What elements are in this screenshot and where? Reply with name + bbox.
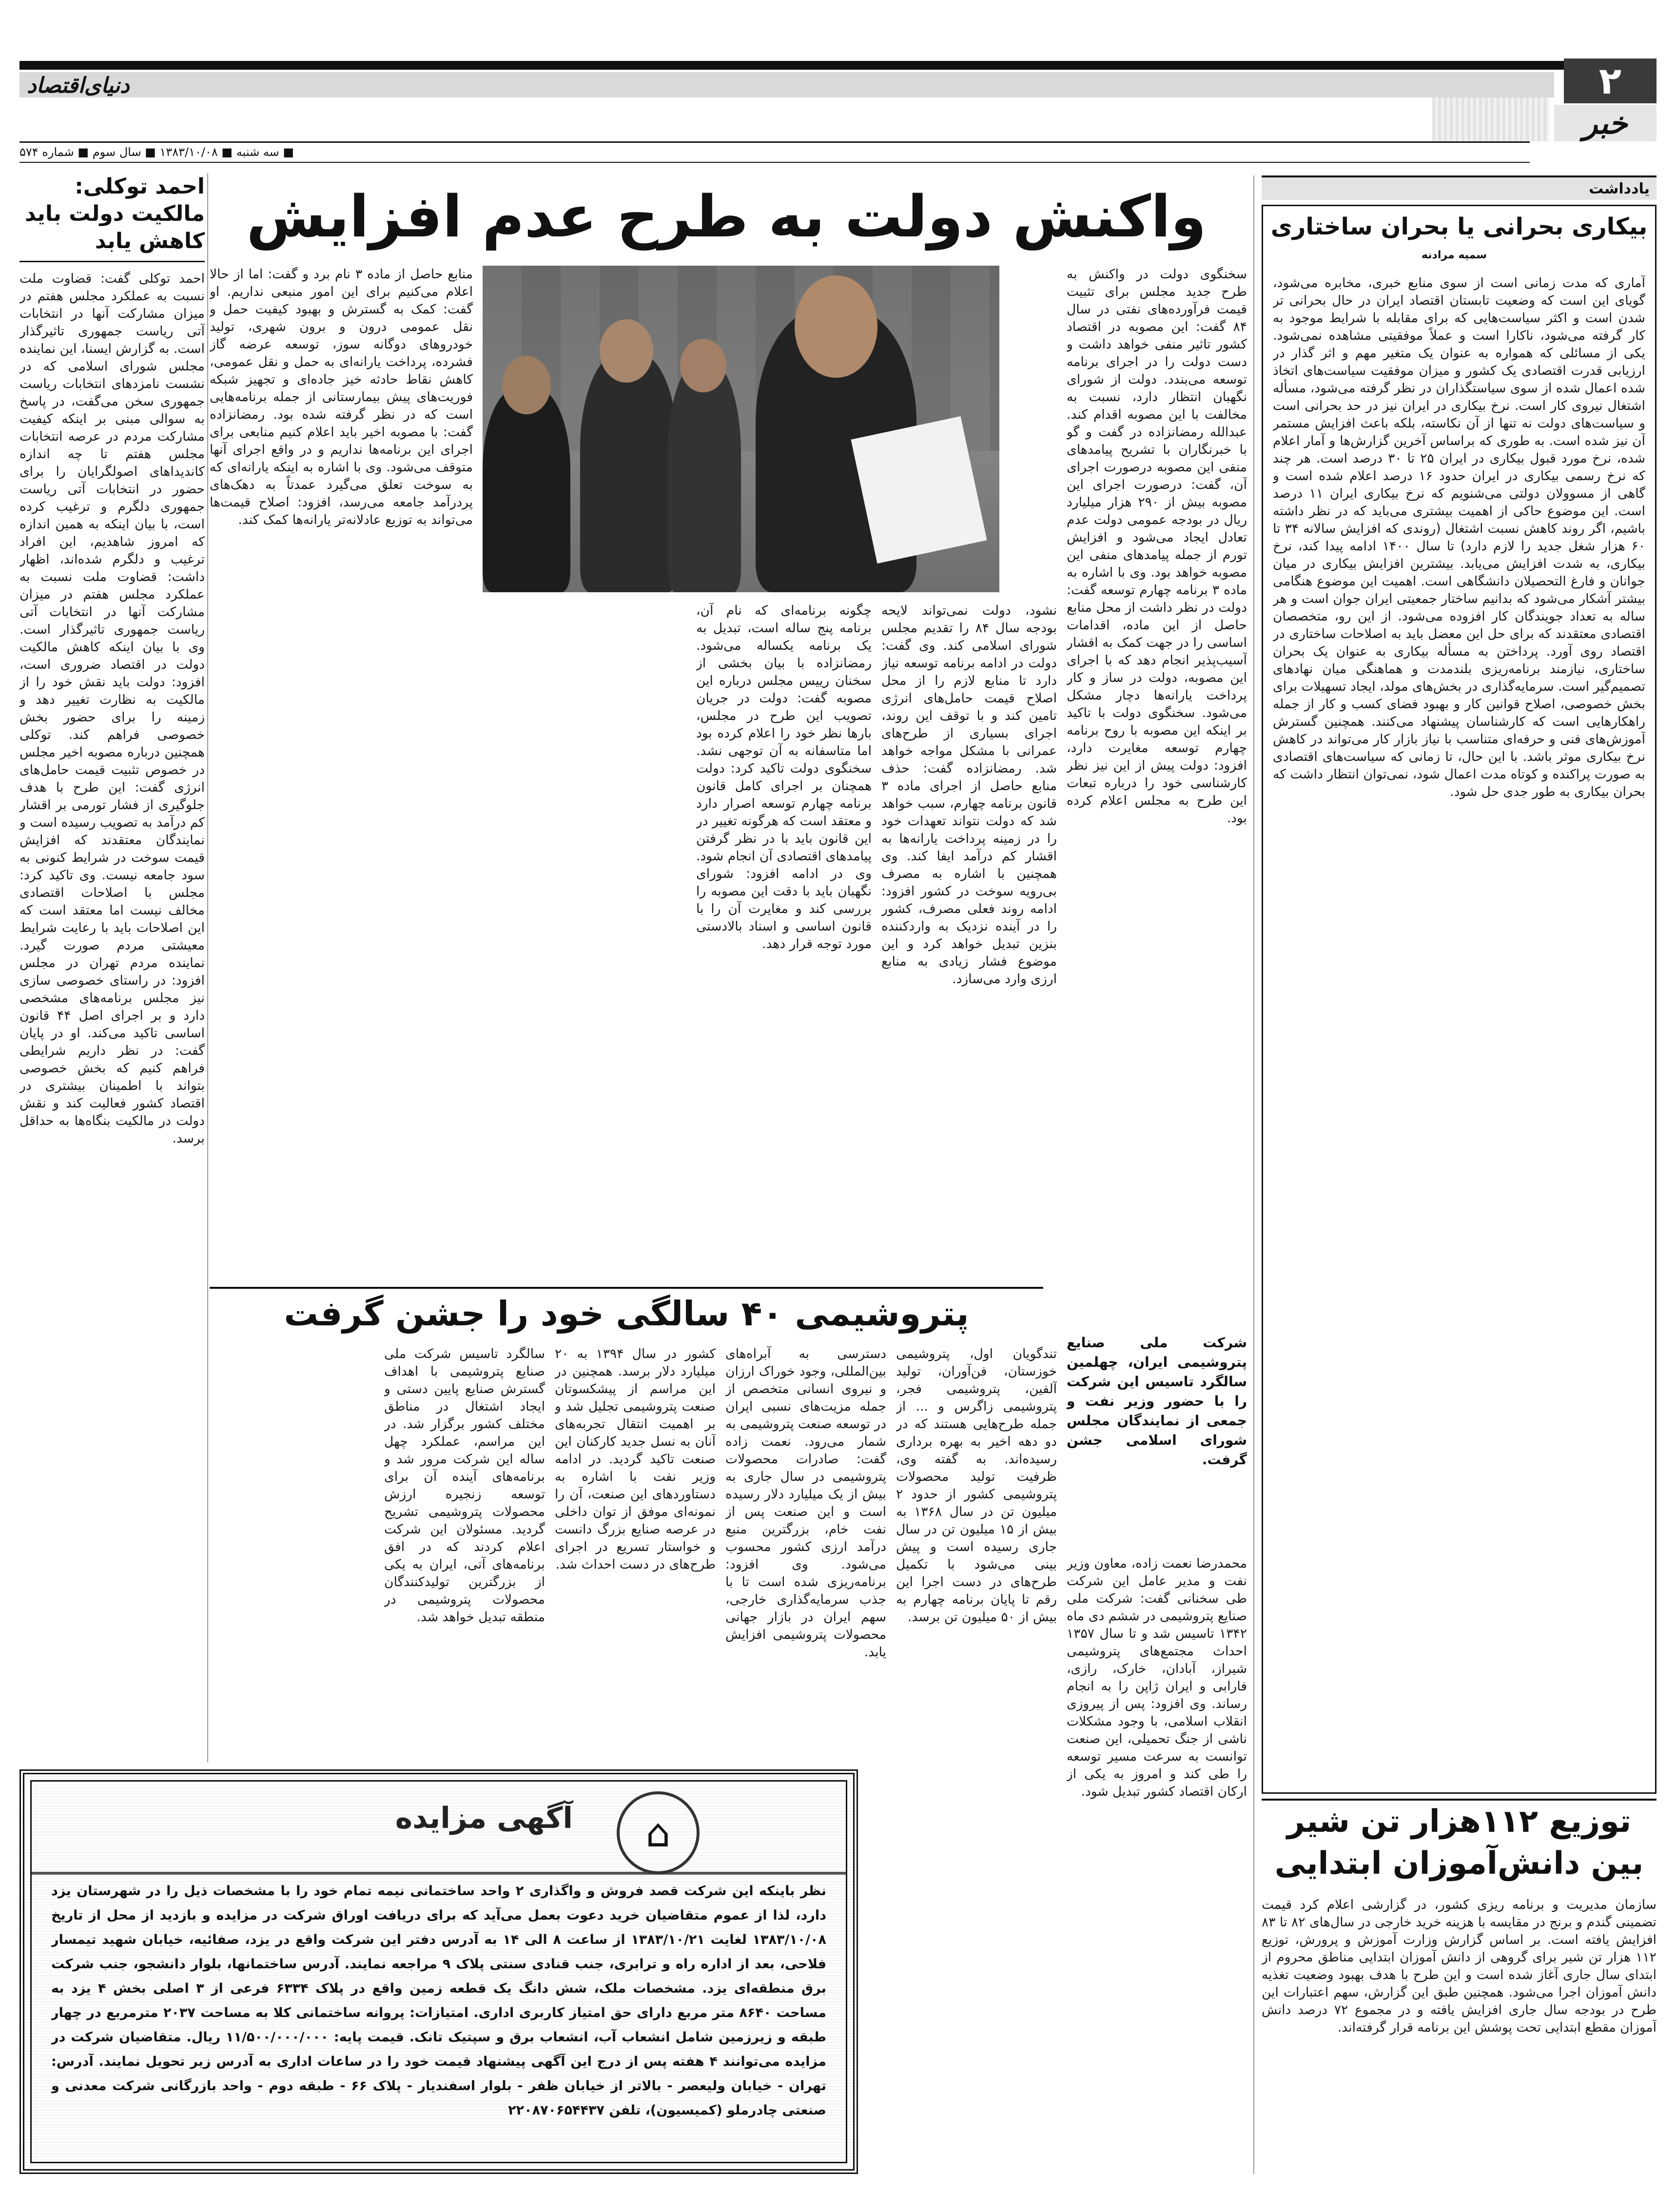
petrochemical-col5: سالگرد تاسیس شرکت ملی صنایع پتروشیمی با اهداف گسترش صنایع پایین دستی و ایجاد اشتغال در مناطق مختلف کشور برگزار شد. در این مراسم، عملکرد چهل ساله این شرکت مرور شد و برنامه‌های آینده آن برای توسعه زنجیره ارزش محصولات پتروشیمی تشریح گردید. مسئولان این شرکت اعلام کردند که در افق برنامه‌های آتی، ایران به یکی از بزرگترین تولیدکنندگان محصولات پتروشیمی در منطقه تبدیل خواهد شد.	[384, 1346, 545, 1625]
globe-graphic	[1432, 97, 1549, 141]
main-story-col4: منابع حاصل از ماده ۳ نام برد و گفت: اما از حالا اعلام می‌کنیم برای این امور منبعی نداریم. او گفت: کمک به گسترش و بهبود کیفیت حمل و نقل عمومی درون و برون شهری، تولید خودروهای دوگانه سوز، توسعه عرضه گاز فشرده، پرداخت یارانه‌ای به حمل و نقل عمومی، کاهش نقاط حادثه خیز جاده‌ای و تجهیز شبکه فوریت‌های پیش بیمارستانی از جمله برنامه‌هایی است که در نظر گرفته شده بود. رمضانزاده گفت: با مصوبه اخیر باید اعلام کنیم منابعی برای اجرای این برنامه‌ها نداریم و در واقع اجرای آنها متوقف می‌شود. وی با اشاره به اینکه یارانه‌ای که به سوخت تعلق می‌گیرد عمدتاً به دهک‌های پردرآمد جامعه می‌رسد، افزود: اصلاح قیمت‌ها می‌تواند به توزیع عادلانه‌تر یارانه‌ها کمک کند.	[210, 267, 473, 527]
milk-story-body: سازمان مدیریت و برنامه ریزی کشور، در گزارشی اعلام کرد قیمت تضمینی گندم و برنج در مقایسه با هزینه خرید خارجی در سال‌های ۸۲ تا ۸۳ افزایش یافته است. بر اساس گزارش وزارت آموزش و پرورش، توزیع ۱۱۲ هزار تن شیر برای گروهی از دانش آموزان ابتدایی مناطق محروم از ابتدای سال جاری آغاز شده است و این طرح با هدف بهبود وضعیت تغذیه دانش آموزان اجرا می‌شود. همچنین طبق این گزارش، سهم اعتبارات این طرح در بودجه سال جاری افزایش یافته و در مجموع ۷۲ درصد دانش آموزان مقطع ابتدایی تحت پوشش این برنامه قرار گرفته‌اند.	[1262, 1897, 1657, 2035]
auction-ad	[19, 1769, 858, 2174]
news-photo	[483, 266, 999, 592]
main-story-col2: نشود، دولت نمی‌تواند لایحه بودجه سال ۸۴ را تقدیم مجلس شورای اسلامی کند. وی گفت: دولت در ادامه برنامه توسعه نیاز دارد تا منابع لازم را از محل اصلاح قیمت حامل‌های انرژی تامین کند و با توقف این روند، اجرای بسیاری از طرح‌های عمرانی با مشکل مواجه خواهد شد. رمضانزاده گفت: حذف منابع حاصل از اجرای ماده ۳ قانون برنامه چهارم، سبب خواهد شد که دولت نتواند تعهدات خود را در زمینه پرداخت یارانه‌ها به اقشار کم درآمد ایفا کند. وی همچنین با اشاره به مصرف بی‌رویه سوخت در کشور افزود: ادامه روند فعلی مصرف، کشور را در آینده نزدیک به واردکننده بنزین تبدیل خواهد کرد و این موضوع فشار زیادی به منابع ارزی وارد می‌سازد.	[881, 603, 1057, 987]
petrochemical-col2: تندگویان اول، پتروشیمی خوزستان، فن‌آوران، تولید آلفین، پتروشیمی فجر، پتروشیمی زاگرس و ... از جمله طرح‌هایی هستند که در دو دهه اخیر به بهره برداری رسیده‌اند. به گفته وی، ظرفیت تولید محصولات پتروشیمی کشور از حدود ۲ میلیون تن در سال ۱۳۶۸ به بیش از ۱۵ میلیون تن در سال جاری رسیده است و پیش بینی می‌شود با تکمیل طرح‌های در دست اجرا این رقم تا پایان برنامه چهارم به بیش از ۵۰ میلیون تن برسد.	[896, 1346, 1057, 1625]
photo-person-2	[580, 353, 678, 592]
page-number: ۲	[1564, 58, 1657, 103]
petrochemical-lead: شرکت ملی صنایع پتروشیمی ایران، چهلمین سالگرد تاسیس این شرکت را با حضور وزیر نفت و جمعی از نمایندگان مجلس شورای اسلامی جشن گرفت.	[1067, 1335, 1247, 1468]
left-sidebar	[19, 173, 205, 1806]
petrochemical-col4: کشور در سال ۱۳۹۴ به ۲۰ میلیارد دلار برسد. همچنین در این مراسم از پیشکسوتان صنعت پتروشیمی تجلیل شد و بر اهمیت انتقال تجربه‌های آنان به نسل جدید کارکنان این صنعت تاکید گردید. در ادامه وزیر نفت با اشاره به دستاوردهای این صنعت، آن را نمونه‌ای موفق از توان داخلی در عرصه صنایع بزرگ دانست و خواستار تسریع در اجرای طرح‌های در دست احداث شد.	[555, 1346, 716, 1572]
editorial-column	[1262, 175, 1657, 1794]
photo-person-main-head	[795, 275, 877, 378]
column-divider	[1253, 175, 1254, 2174]
brand-logo: دنیای‌اقتصاد	[27, 73, 130, 98]
petrochemical-col1: محمدرضا نعمت زاده، معاون وزیر نفت و مدیر عامل این شرکت طی سخنانی گفت: شرکت ملی صنایع پتروشیمی در ششم دی ماه ۱۳۴۲ تاسیس شد و تا سال ۱۳۵۷ احداث مجتمع‌های پتروشیمی شیراز، آبادان، خارک، رازی، فارابی و ایران ژاپن را به انجام رساند. وی افزود: پس از پیروزی انقلاب اسلامی، با وجود مشکلات ناشی از جنگ تحمیلی، این صنعت توانست به سرعت مسیر توسعه را طی کند و امروز به یکی از ارکان اقتصاد کشور تبدیل شود.	[1067, 1556, 1247, 1799]
ad-inner-border	[30, 1780, 847, 2163]
photo-person-3	[483, 388, 570, 592]
sidebar-title: احمد توکلی: مالکیت دولت باید کاهش یابد	[19, 173, 205, 262]
section-tag: خبر	[1554, 105, 1657, 141]
ad-body: نظر باینکه این شرکت قصد فروش و واگذاری ۲ واحد ساختمانی نیمه تمام خود را با مشخصات ذیل را در شهرستان یزد دارد، لذا از عموم متقاضیان خرید دعوت بعمل می‌آید که برای دریافت اوراق شرکت در مزایده و بازدید از محل از تاریخ ۱۳۸۳/۱۰/۰۸ لغایت ۱۳۸۳/۱۰/۲۱ از ساعت ۸ الی ۱۴ به آدرس دفتر این شرکت واقع در یزد، صفائیه، خیابان شهید تیمسار فلاحی، بعد از اداره راه و ترابری، جنب قنادی سنتی پلاک ۹ مراجعه نمایند. آدرس ساختمانها، بلوار دانشجو، جنب شرکت برق منطقه‌ای یزد. مشخصات ملک، شش دانگ یک قطعه زمین واقع در پلاک ۶۳۳۴ فرعی از ۳ اصلی بخش ۴ یزد به مساحت ۸۶۴۰ متر مربع دارای حق امتیاز کاربری اداری. امتیازات: پروانه ساختمانی کلا به مساحت ۲۰۳۷ مترمربع در چهار طبقه و زیرزمین شامل انشعاب آب، انشعاب برق و سپتیک تانک. قیمت پایه: ۱۱/۵۰۰/۰۰۰/۰۰۰ ریال. متقاضیان شرکت در مزایده می‌توانند ۴ هفته پس از درج این آگهی پیشنهاد قیمت خود را در ساعات اداری به آدرس زیر تحویل نمایند. آدرس: تهران - خیابان ولیعصر - بالاتر از خیابان ظفر - بلوار اسفندیار - پلاک ۶۶ - طبقه دوم - واحد بازرگانی شرکت معدنی و صنعتی چادرملو (کمیسیون)، تلفن ۲۲۰۸۷۰۶۵۴۴۳۷	[51, 1883, 826, 2118]
editorial-box	[1262, 205, 1657, 1794]
photo-person-4	[668, 363, 741, 592]
photo-person-4-head	[680, 339, 726, 392]
editorial-author: سمیه مرادنه	[1421, 249, 1487, 261]
column-divider	[207, 173, 208, 1762]
company-logo-icon: ⌂	[617, 1791, 700, 1874]
main-headline: واکنش دولت به طرح عدم افزایش	[246, 183, 1207, 250]
sidebar-body: احمد توکلی گفت: قضاوت ملت نسبت به عملکرد مجلس هفتم در میزان مشارکت آنها در انتخابات آتی ریاست جمهوری تاثیرگذار است. به گزارش ایسنا، این نماینده مجلس شورای اسلامی که در نشست نامزدهای انتخابات ریاست جمهوری سخن می‌گفت، در پاسخ به سوالی مبنی بر اینکه کیفیت مشارکت مردم در عرصه انتخابات مجلس هفتم تا چه اندازه کاندیداهای اصولگرایان را برای حضور در انتخابات آتی ریاست جمهوری دلگرم و ترغیب کرده است، با بیان اینکه به همین اندازه که امروز شاهدیم، این افراد ترغیب و دلگرم شده‌اند، اظهار داشت: قضاوت ملت نسبت به عملکرد مجلس هفتم در میزان مشارکت آنها در انتخابات آتی ریاست جمهوری تاثیرگذار است. وی با بیان اینکه کاهش مالکیت دولت در اقتصاد ضروری است، افزود: دولت باید نقش خود را از مالکیت به نظارت تغییر دهد و زمینه را برای حضور بخش خصوصی فراهم کند. توکلی همچنین درباره مصوبه اخیر مجلس در خصوص تثبیت قیمت حامل‌های انرژی گفت: این طرح با هدف جلوگیری از فشار تورمی بر اقشار کم درآمد به تصویب رسیده است و نمایندگان معتقدند که افزایش قیمت سوخت در شرایط کنونی به سود جامعه نیست. وی تاکید کرد: مجلس با اصلاحات اقتصادی مخالف نیست اما معتقد است که این اصلاحات باید با رعایت شرایط معیشتی مردم صورت گیرد. نماینده مردم تهران در مجلس افزود: در راستای خصوصی سازی نیز مجلس برنامه‌های مشخصی دارد و بر اجرای اصل ۴۴ قانون اساسی تاکید می‌کند. او در پایان گفت: در نظر داریم شرایطی فراهم کنیم که بخش خصوصی بتواند با اطمینان بیشتری در اقتصاد کشور فعالیت کند و نقش دولت در مالکیت بنگاه‌ها به حداقل برسد.	[19, 271, 205, 1146]
top-rule	[19, 61, 1657, 70]
main-story-col3: چگونه برنامه‌ای که نام آن، برنامه پنج ساله است، تبدیل به یک برنامه یکساله می‌شود. رمضانزاده با بیان بخشی از سخنان رییس مجلس درباره این مصوبه گفت: دولت در جریان تصویب این طرح در مجلس، بارها نظر خود را اعلام کرده بود اما متاسفانه به آن توجهی نشد. سخنگوی دولت تاکید کرد: دولت همچنان بر اجرای کامل قانون برنامه چهارم توسعه اصرار دارد و معتقد است که هرگونه تغییر در این قانون باید با در نظر گرفتن پیامدهای اقتصادی آن انجام شود. وی در ادامه افزود: شورای نگهبان باید با دقت این مصوبه را بررسی کند و مغایرت آن را با قانون اساسی و اسناد بالادستی مورد توجه قرار دهد.	[696, 603, 872, 951]
petrochemical-col3: دسترسی به آبراه‌های بین‌المللی، وجود خوراک ارزان و نیروی انسانی متخصص از جمله مزیت‌های نسبی ایران در توسعه صنعت پتروشیمی به شمار می‌رود. نعمت زاده گفت: صادرات محصولات پتروشیمی در سال جاری به بیش از یک میلیارد دلار رسیده است و این صنعت پس از نفت خام، بزرگترین منبع درآمد ارزی کشور محسوب می‌شود. وی افزود: برنامه‌ریزی شده است تا با جذب سرمایه‌گذاری خارجی، سهم ایران در بازار جهانی محصولات پتروشیمی افزایش یابد.	[725, 1346, 886, 1660]
main-story-col1: سخنگوی دولت در واکنش به طرح جدید مجلس برای تثبیت قیمت فرآورده‌های نفتی در سال ۸۴ گفت: این مصوبه در اقتصاد کشور تاثیر منفی خواهد داشت و دست دولت را در اجرای برنامه توسعه می‌بندد. دولت از شورای نگهبان انتظار دارد، نسبت به مخالفت با این مصوبه اقدام کند. عبدالله رمضانزاده در گفت و گو با خبرنگاران با تشریح پیامدهای منفی این مصوبه درصورت اجرای آن، گفت: درصورت اجرای این مصوبه بیش از ۲۹۰ هزار میلیارد ریال در بودجه عمومی دولت عدم تعادل ایجاد می‌شود و افزایش تورم از جمله پیامدهای منفی این مصوبه خواهد بود. وی با اشاره به ماده ۳ برنامه چهارم توسعه گفت: دولت در نظر داشت از محل منابع حاصل از این ماده، اقدامات اساسی را در جهت کمک به اقشار آسیب‌پذیر انجام دهد که با اجرای این مصوبه، دولت در ساز و کار پرداخت یارانه‌ها دچار مشکل می‌شود. سخنگوی دولت با تاکید بر اینکه این مصوبه با روح برنامه چهارم توسعه مغایرت دارد، افزود: دولت پیش از این نیز نظر کارشناسی خود را درباره تبعات این طرح به مجلس اعلام کرده بود.	[1067, 267, 1247, 826]
header-band	[19, 72, 1554, 97]
editorial-label-bar	[1262, 175, 1657, 200]
ad-stripe	[32, 1872, 846, 1875]
photo-person-2-head	[600, 319, 653, 383]
editorial-label: یادداشت	[1589, 180, 1650, 197]
milk-story-title	[1262, 1799, 1657, 1886]
issue-date: ■ سه شنبه ■ ۱۳۸۳/۱۰/۰۸ ■ سال سوم ■ شماره ۵۷۴	[19, 145, 294, 159]
editorial-body: آماری که مدت زمانی است از سوی منابع خبری، مخابره می‌شود، گویای این است که وضعیت تابستان اقتصاد ایران در حال بحرانی تر شدن است و اکثر سیاست‌هایی که برای مقابله با شرایط موجود به کار گرفته می‌شود، ناکارا است و عملاً موفقیتی مشاهده نمی‌شود. یکی از مسائلی که همواره به عنوان یک متغیر مهم و اثر گذار در ارزیابی قدرت اقتصادی یک کشور و میزان موفقیت سیاست‌های اتخاذ شده اعمال شده از سوی سیاستگذاران در نظر گرفته می‌شود، مسأله اشتغال نیروی کار است. نرخ بیکاری در ایران نیز در حد بحرانی است و سیاست‌های دولت نه تنها از آن نکاسته، بلکه باعث افزایش مستمر آن نیز شده است. به طوری که براساس آخرین گزارش‌ها و آمار اعلام شده، نرخ مورد قبول بیکاری در ایران ۲۵ تا ۳۰ درصد است. هر چند که نرخ رسمی بیکاری در ایران حدود ۱۶ درصد اعلام شده است و گاهی از مسوولان دولتی می‌شنویم که نرخ بیکاری ایران ۱۱ درصد است. این موضوع حاکی از اهمیت بیشتری می‌باید که در نظر داشته باشیم، اگر روند کاهش نسبت اشتغال (روندی که افزایش سالانه ۳۴ تا ۶۰ هزار شغل جدید را لازم دارد) تا سال ۱۴۰۰ ادامه پیدا کند، نرخ بیکاری، به شدت افزایش می‌یابد. بیشترین افزایش بیکاری در میان جوانان و فارغ التحصیلان دانشگاهی است. اهمیت این موضوع هنگامی بیشتر آشکار می‌شود که بدانیم ساختار جمعیتی ایران جوان است و هر ساله به تعداد جویندگان کار افزوده می‌شود. از این رو، متخصصان اقتصادی معتقدند که برای حل این معضل باید به اصلاحات ساختاری در اقتصاد روی آورد. پرداختن به مسأله بیکاری به عنوان یک بحران ساختاری، نیازمند برنامه‌ریزی بلندمدت و هماهنگی میان نهادهای تصمیم‌گیر است. سرمایه‌گذاری در بخش‌های مولد، ایجاد تسهیلات برای بخش خصوصی، اصلاح قوانین کار و بهبود فضای کسب و کار از جمله راهکارهایی است که کارشناسان پیشنهاد می‌کنند. همچنین گسترش آموزش‌های فنی و حرفه‌ای متناسب با نیاز بازار کار می‌تواند در کاهش نرخ بیکاری موثر باشد. با این حال، تا زمانی که سیاست‌های اقتصادی به صورت پراکنده و کوتاه مدت اعمال شود، نمی‌توان انتظار داشت که بحران بیکاری به طور جدی حل شود.	[1273, 275, 1645, 799]
photo-person-3-head	[502, 356, 551, 414]
milk-title-line1: توزیع ۱۱۲هزار تن شیر	[1286, 1804, 1632, 1840]
issue-line	[19, 141, 1530, 163]
milk-title-line2: بین دانش‌آموزان ابتدایی	[1274, 1845, 1644, 1882]
editorial-title: بیکاری بحرانی یا بحران ساختاری	[1270, 213, 1648, 240]
ad-title: آگهی مزایده	[395, 1801, 573, 1835]
milk-story	[1262, 1799, 1657, 2189]
petrochemical-headline: پتروشیمی ۴۰ سالگی خود را جشن گرفت	[210, 1287, 1043, 1334]
